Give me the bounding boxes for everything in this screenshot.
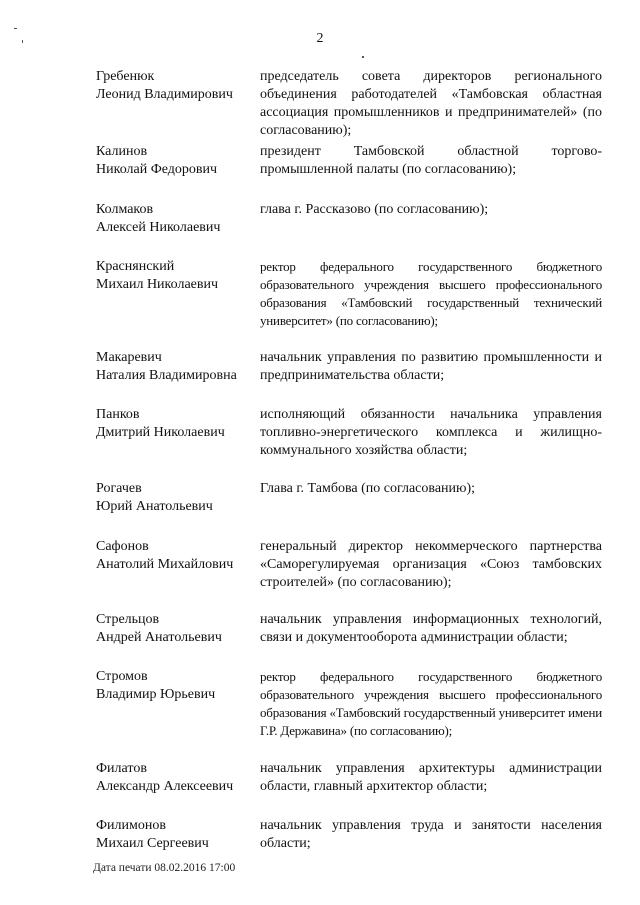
member-name	[96, 68, 256, 104]
member-given-names: Алексей Николаевич	[96, 220, 221, 235]
member-surname: Калинов	[96, 144, 148, 159]
member-surname: Краснянский	[96, 259, 175, 274]
member-role: Глава г. Тамбова (по согласованию);	[260, 481, 476, 496]
print-date-footer: Дата печати 08.02.2016 17:00	[93, 862, 236, 874]
member-name	[96, 538, 256, 574]
member-role: глава г. Рассказово (по согласованию);	[260, 202, 489, 217]
member-given-names: Анатолий Михайлович	[96, 557, 234, 572]
member-given-names: Дмитрий Николаевич	[96, 425, 225, 440]
member-name	[96, 480, 256, 516]
member-role: генеральный директор некоммерческого партнерства «Саморегулируемая организация «Союз тамбовских строителей» (по согласованию);	[260, 539, 602, 590]
member-given-names: Юрий Анатольевич	[96, 499, 213, 514]
member-given-names: Леонид Владимирович	[96, 87, 233, 102]
member-role: председатель совета директоров регионального объединения работодателей «Тамбовская областная ассоциация промышленников и предпринимателей» (по согласованию);	[260, 69, 602, 138]
member-given-names: Николай Федорович	[96, 162, 218, 177]
member-surname: Сафонов	[96, 539, 149, 554]
member-role: начальник управления труда и занятости населения области;	[260, 818, 602, 851]
member-name	[96, 349, 256, 385]
member-name	[96, 668, 256, 704]
member-role: начальник управления по развитию промышленности и предпринимательства области;	[260, 350, 602, 383]
page-number: 2	[316, 31, 324, 46]
member-name	[96, 258, 256, 294]
member-surname: Панков	[96, 407, 140, 422]
member-name	[96, 143, 256, 179]
member-role: ректор федерального государственного бюджетного образовательного учреждения высшего профессионального образования «Тамбовский государственный университет имени Г.Р. Державина» (по согласованию);	[260, 669, 602, 738]
member-name	[96, 760, 256, 796]
member-given-names: Андрей Анатольевич	[96, 630, 222, 645]
member-role: ректор федерального государственного бюджетного образовательного учреждения высшего профессионального образования «Тамбовский государственный технический университет» (по согласованию);	[260, 259, 602, 328]
member-surname: Стрельцов	[96, 612, 160, 627]
member-name	[96, 611, 256, 647]
member-surname: Колмаков	[96, 202, 154, 217]
member-given-names: Михаил Николаевич	[96, 277, 219, 292]
member-surname: Макаревич	[96, 350, 162, 365]
member-given-names: Владимир Юрьевич	[96, 687, 216, 702]
member-surname: Стромов	[96, 669, 148, 684]
member-role: начальник управления информационных технологий, связи и документооборота администрации области;	[260, 612, 602, 645]
member-role: начальник управления архитектуры администрации области, главный архитектор области;	[260, 761, 602, 794]
member-given-names: Михаил Сергеевич	[96, 836, 209, 851]
member-given-names: Наталия Владимировна	[96, 368, 237, 383]
member-name	[96, 817, 256, 853]
member-given-names: Александр Алексеевич	[96, 779, 234, 794]
member-name	[96, 406, 256, 442]
member-surname: Филимонов	[96, 818, 166, 833]
member-surname: Гребенюк	[96, 69, 155, 84]
member-name	[96, 201, 256, 237]
member-role: президент Тамбовской областной торгово-промышленной палаты (по согласованию);	[260, 144, 602, 177]
member-role: исполняющий обязанности начальника управления топливно-энергетического комплекса и жилищно-коммунального хозяйства области;	[260, 407, 602, 458]
member-surname: Рогачев	[96, 481, 142, 496]
member-surname: Филатов	[96, 761, 147, 776]
